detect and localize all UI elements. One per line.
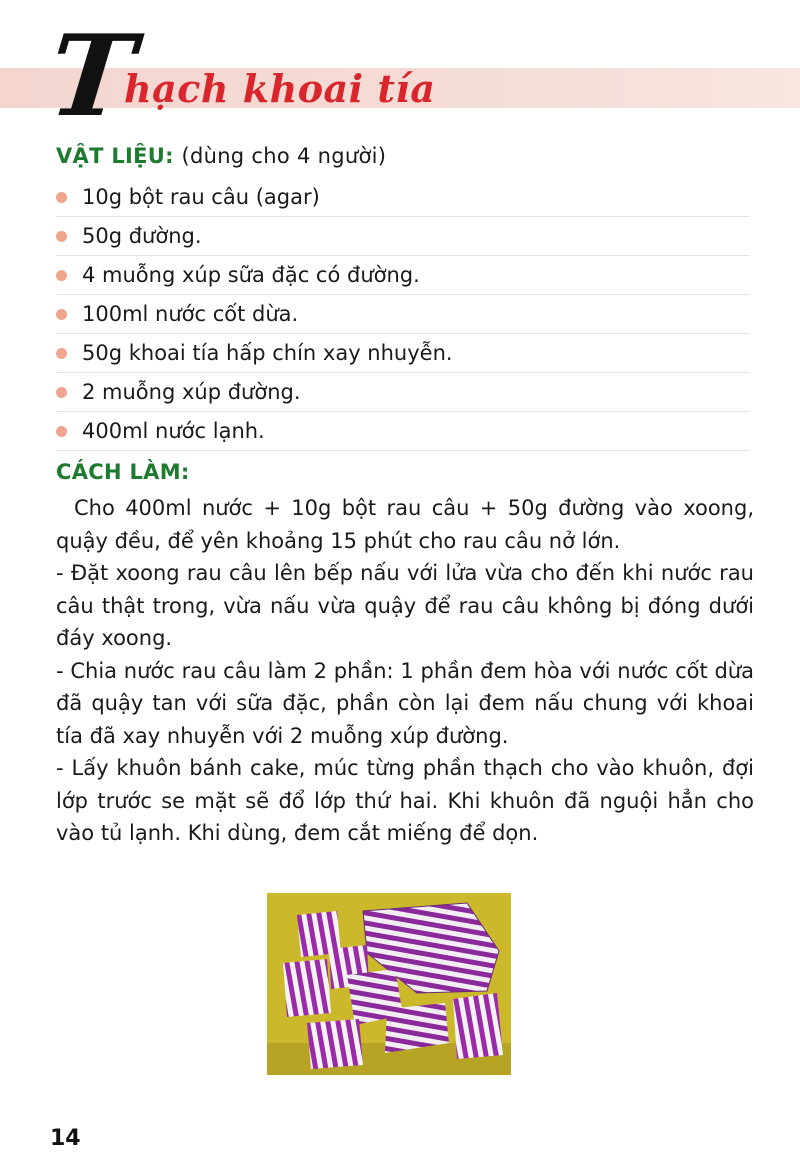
ingredient-item [56,295,750,334]
bullet-icon [56,231,67,242]
ingredient-item [56,217,750,256]
method-step: - Chia nước rau câu làm 2 phần: 1 phần đem hòa với nước cốt dừa đã quậy tan với sữa đặc, phần còn lại đem nấu chung với khoai tía đã xay nhuyễn với 2 muỗng xúp đường. [56,658,754,748]
layered-jelly-image [267,893,511,1075]
materials-heading-label: VẬT LIỆU: [56,144,174,168]
ingredient-text: 50g đường. [82,224,202,248]
ingredient-text: 100ml nước cốt dừa. [82,302,299,326]
materials-heading [56,144,386,168]
ingredient-item [56,412,750,451]
method-step: Cho 400ml nước + 10g bột rau câu + 50g đường vào xoong, quậy đều, để yên khoảng 15 phút cho rau câu nở lớn. [56,496,754,553]
method-step: - Đặt xoong rau câu lên bếp nấu với lửa vừa cho đến khi nước rau câu thật trong, vừa nấu vừa quậy để rau câu không bị đóng dưới đáy xoong. [56,561,754,650]
ingredient-item [56,178,750,217]
ingredient-item [56,334,750,373]
ingredient-text: 50g khoai tía hấp chín xay nhuyễn. [82,341,453,365]
ingredient-text: 10g bột rau câu (agar) [82,185,320,209]
page-number: 14 [50,1126,81,1151]
ingredient-item [56,256,750,295]
ingredient-text: 400ml nước lạnh. [82,419,265,443]
title-initial: T [43,11,141,142]
method-step: - Lấy khuôn bánh cake, múc từng phần thạch cho vào khuôn, đợi lớp trước se mặt sẽ đổ lớp thứ hai. Khi khuôn đã nguội hẳn cho vào tủ lạnh. Khi dùng, đem cắt miếng để dọn. [56,756,754,845]
materials-servings: (dùng cho 4 người) [181,144,387,168]
recipe-title [43,11,750,142]
bullet-icon [56,387,67,398]
ingredient-text: 2 muỗng xúp đường. [82,380,301,404]
method-heading: CÁCH LÀM: [56,460,190,484]
bullet-icon [56,426,67,437]
ingredient-item [56,373,750,412]
title-text: hạch khoai tía [124,66,436,111]
ingredient-text: 4 muỗng xúp sữa đặc có đường. [82,263,420,287]
method-steps [56,492,754,850]
bullet-icon [56,309,67,320]
ingredient-list [56,178,750,451]
bullet-icon [56,270,67,281]
dessert-photo [267,893,511,1075]
bullet-icon [56,348,67,359]
bullet-icon [56,192,67,203]
